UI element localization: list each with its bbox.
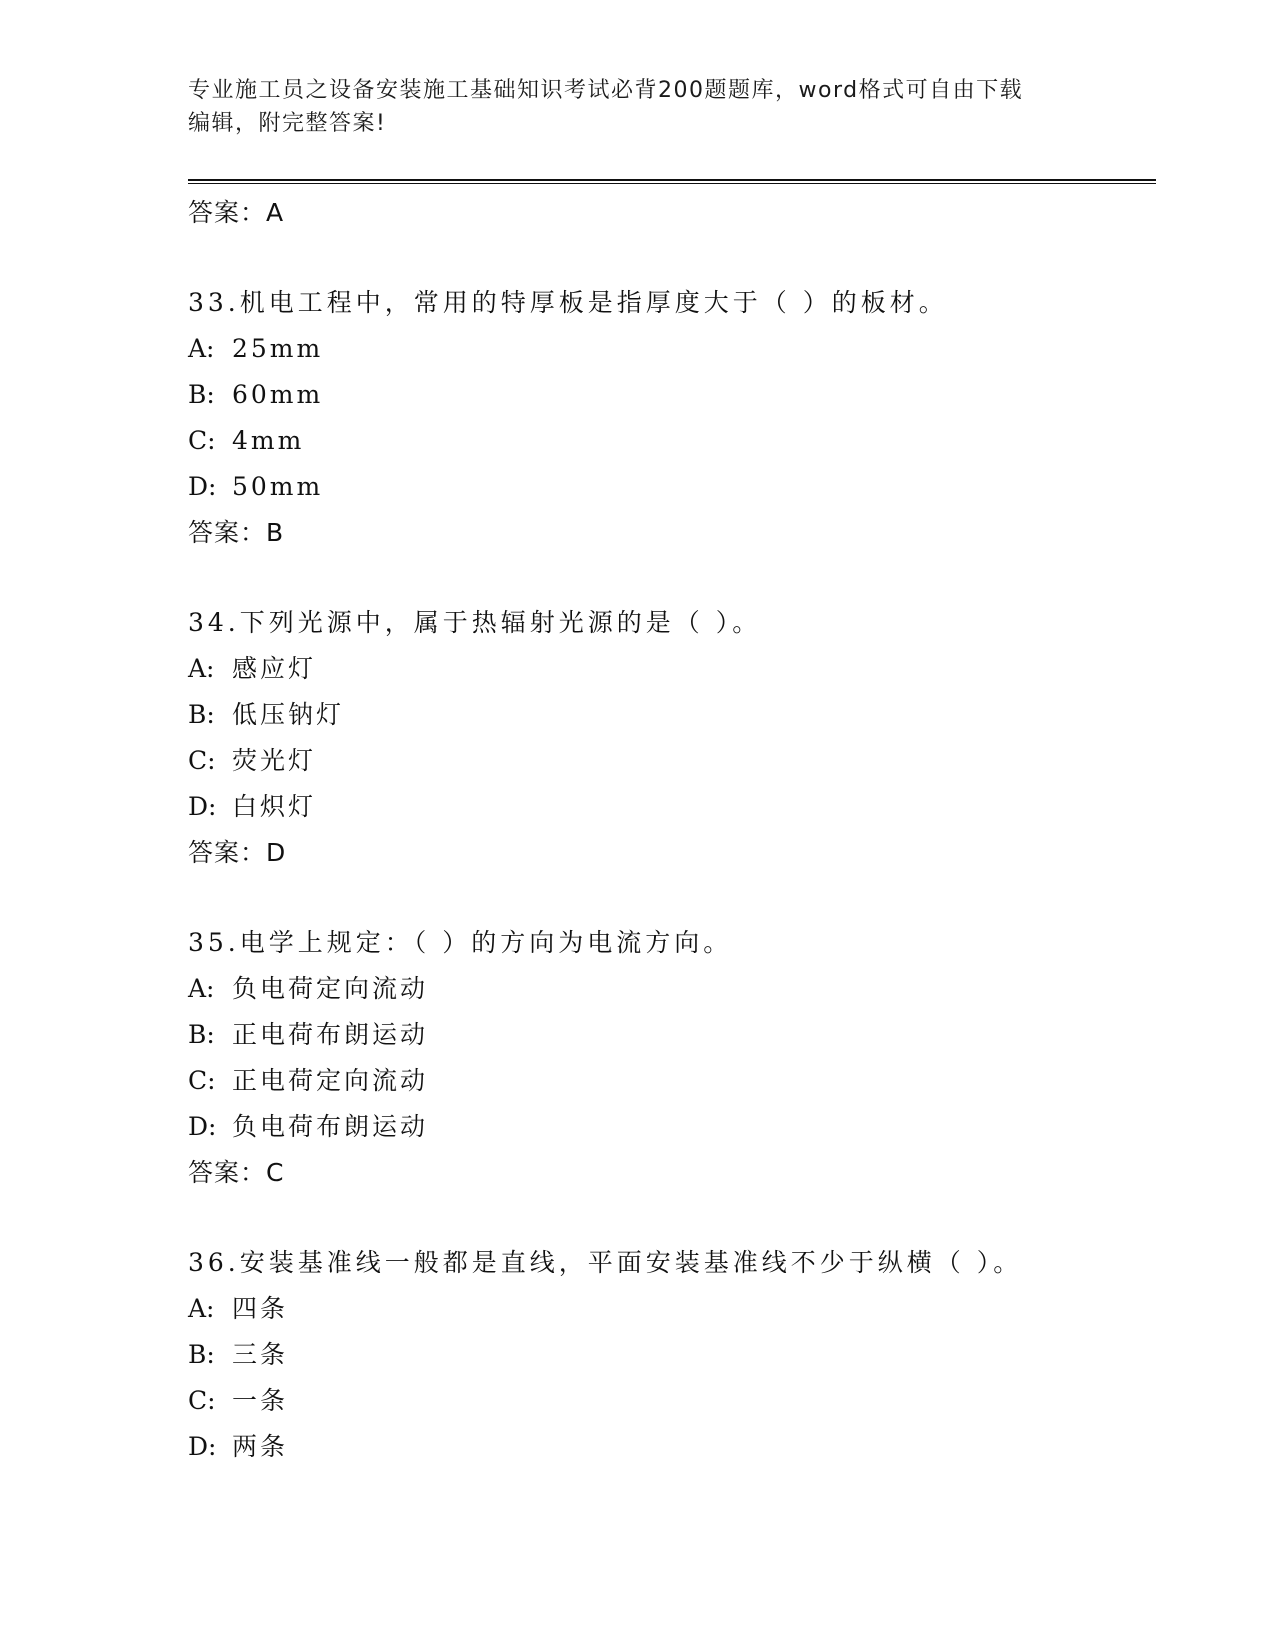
option-b (188, 692, 1148, 738)
answer-label: 答案：A (188, 198, 285, 227)
option-text: 四条 (232, 1294, 289, 1323)
question-text: 35.电学上规定：（ ）的方向为电流方向。 (188, 928, 733, 957)
option-text: 负电荷布朗运动 (232, 1112, 429, 1141)
option-letter: D: (188, 792, 217, 821)
option-b (188, 1012, 1148, 1058)
option-text: 荧光灯 (232, 746, 317, 775)
question-34 (188, 600, 1148, 876)
option-text: 白炽灯 (232, 792, 317, 821)
option-letter: D: (188, 1432, 217, 1461)
option-letter: B: (188, 1340, 215, 1369)
option-text: 感应灯 (232, 654, 317, 683)
answer-label: 答案：C (188, 1158, 285, 1187)
answer-label: 答案：B (188, 518, 285, 547)
question-text: 36.安装基准线一般都是直线，平面安装基准线不少于纵横（ ）。 (188, 1248, 1023, 1277)
question-list (188, 190, 1148, 1470)
header-line-1: 专业施工员之设备安装施工基础知识考试必背200题题库，word格式可自由下载 (188, 78, 1024, 103)
option-b (188, 372, 1148, 418)
option-letter: A: (188, 974, 215, 1003)
question-text: 33.机电工程中，常用的特厚板是指厚度大于（ ）的板材。 (188, 288, 948, 317)
question-36 (188, 1240, 1148, 1470)
option-a (188, 646, 1148, 692)
option-text: 50mm (232, 472, 324, 501)
question-text: 34.下列光源中，属于热辐射光源的是（ ）。 (188, 608, 762, 637)
header-divider (188, 179, 1156, 184)
document-header (188, 74, 1088, 140)
option-text: 4mm (232, 426, 305, 455)
option-d (188, 784, 1148, 830)
option-text: 25mm (232, 334, 324, 363)
option-a (188, 326, 1148, 372)
option-letter: B: (188, 1020, 215, 1049)
option-letter: A: (188, 1294, 215, 1323)
option-text: 两条 (232, 1432, 289, 1461)
question-33 (188, 280, 1148, 556)
question-35 (188, 920, 1148, 1196)
option-c (188, 1058, 1148, 1104)
option-letter: A: (188, 654, 215, 683)
option-d (188, 1104, 1148, 1150)
option-d (188, 1424, 1148, 1470)
option-letter: C: (188, 746, 216, 775)
option-letter: D: (188, 1112, 217, 1141)
option-c (188, 738, 1148, 784)
option-letter: C: (188, 1386, 216, 1415)
option-b (188, 1332, 1148, 1378)
option-text: 三条 (232, 1340, 289, 1369)
option-text: 一条 (232, 1386, 289, 1415)
option-text: 60mm (232, 380, 324, 409)
option-text: 正电荷定向流动 (232, 1066, 429, 1095)
option-c (188, 1378, 1148, 1424)
option-text: 正电荷布朗运动 (232, 1020, 429, 1049)
option-letter: D: (188, 472, 217, 501)
option-letter: B: (188, 380, 215, 409)
option-text: 负电荷定向流动 (232, 974, 429, 1003)
answer-label: 答案：D (188, 838, 287, 867)
option-d (188, 464, 1148, 510)
option-letter: B: (188, 700, 215, 729)
option-letter: C: (188, 426, 216, 455)
option-c (188, 418, 1148, 464)
header-line-2: 编辑，附完整答案! (188, 111, 387, 136)
option-text: 低压钠灯 (232, 700, 345, 729)
option-letter: A: (188, 334, 215, 363)
option-a (188, 1286, 1148, 1332)
option-a (188, 966, 1148, 1012)
option-letter: C: (188, 1066, 216, 1095)
